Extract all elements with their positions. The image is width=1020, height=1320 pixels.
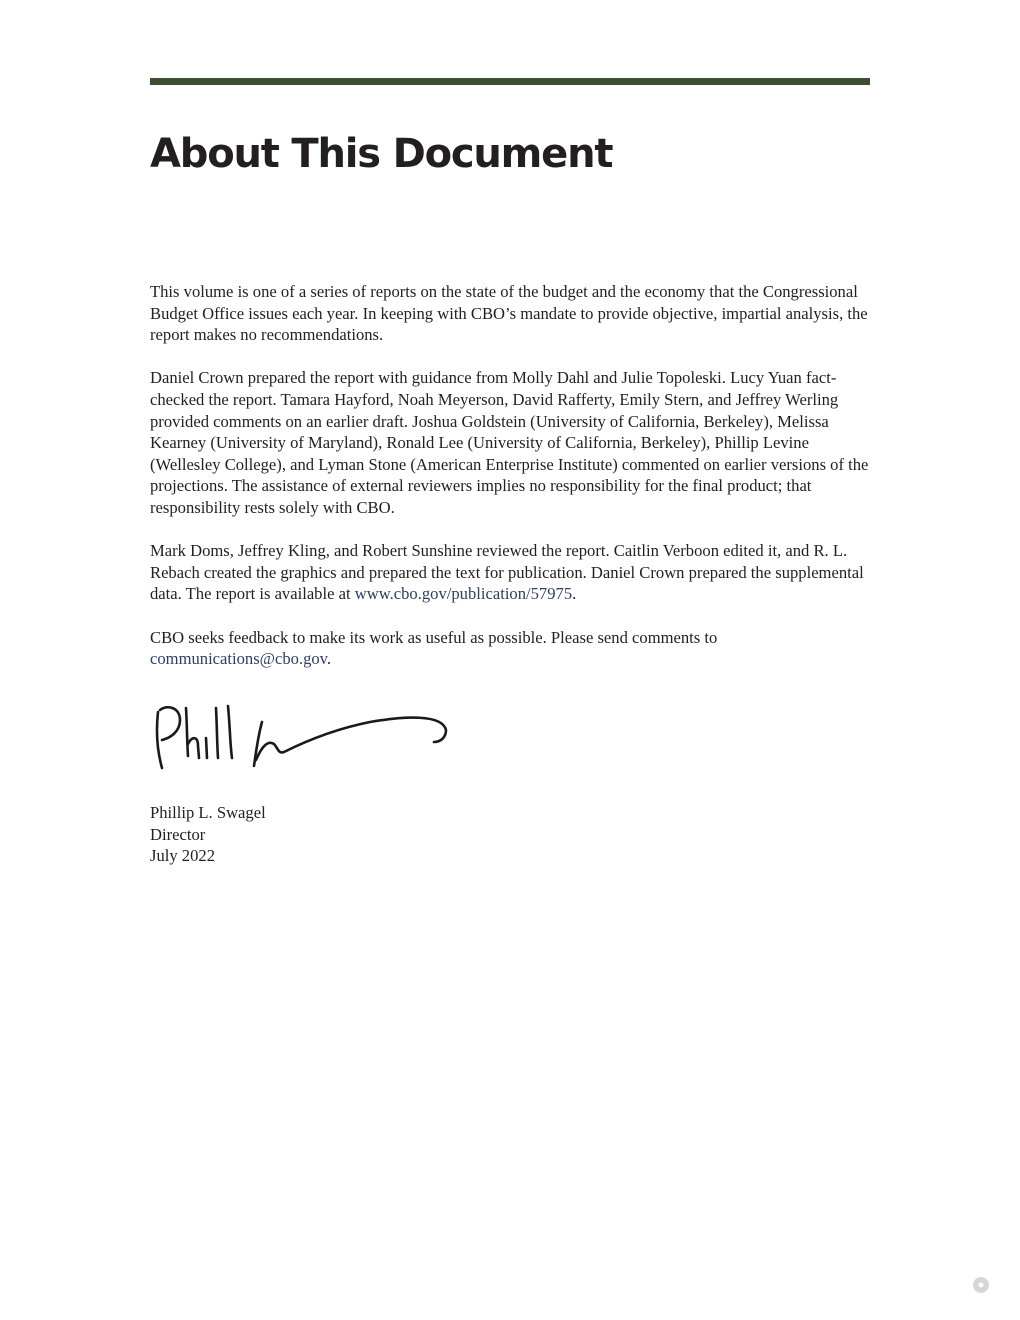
paragraph-feedback-text: CBO seeks feedback to make its work as useful as possible. Please send comments to — [150, 627, 718, 647]
signature — [150, 700, 450, 776]
signature-stroke — [206, 738, 207, 758]
signature-stroke — [228, 706, 232, 758]
signature-stroke — [186, 708, 188, 756]
paragraph-review-text: Mark Doms, Jeffrey Kling, and Robert Sunshine reviewed the report. Caitlin Verboon edited it, and R. L. Rebach created the graphics and prepared the text for publication. Daniel Crown prepared the supplemental data. The report is available at — [150, 541, 864, 604]
page-corner-icon — [971, 1275, 991, 1295]
signoff-block — [150, 802, 266, 867]
signature-stroke — [188, 738, 199, 758]
paragraph-credits: Daniel Crown prepared the report with guidance from Molly Dahl and Julie Topoleski. Lucy Yuan fact-checked the report. Tamara Hayford, Noah Meyerson, David Rafferty, Emily Stern, and Jeffrey Werling provided comments on an earlier draft. Joshua Goldstein (University of California, Berkeley), Melissa Kearney (University of Maryland), Ronald Lee (University of California, Berkeley), Phillip Levine (Wellesley College), and Lyman Stone (American Enterprise Institute) commented on earlier versions of the projections. The assistance of external reviewers implies no responsibility for the final product; that responsibility rests solely with CBO. — [150, 368, 869, 517]
page-title: About This Document — [150, 131, 613, 177]
paragraph-feedback — [150, 627, 872, 670]
email-link[interactable]: communications@cbo.gov — [150, 649, 327, 669]
signature-stroke — [160, 707, 180, 740]
signature-stroke — [256, 718, 446, 760]
paragraph-review-end: . — [572, 584, 577, 604]
paragraph-feedback-end: . — [326, 649, 332, 669]
top-rule — [150, 78, 870, 85]
signoff-name: Phillip L. Swagel — [150, 803, 266, 822]
signoff-role: Director — [150, 824, 206, 844]
publication-link[interactable]: www.cbo.gov/publication/57975 — [354, 584, 573, 604]
signature-stroke — [216, 708, 218, 758]
signoff-date: July 2022 — [150, 846, 215, 866]
paragraph-review — [150, 540, 872, 605]
document-body — [150, 281, 872, 691]
paragraph-purpose: This volume is one of a series of reports on the state of the budget and the economy that the Congressional Budget Office issues each year. In keeping with CBO’s mandate to provide objective, impartial analysis, the report makes no recommendations. — [150, 282, 868, 345]
